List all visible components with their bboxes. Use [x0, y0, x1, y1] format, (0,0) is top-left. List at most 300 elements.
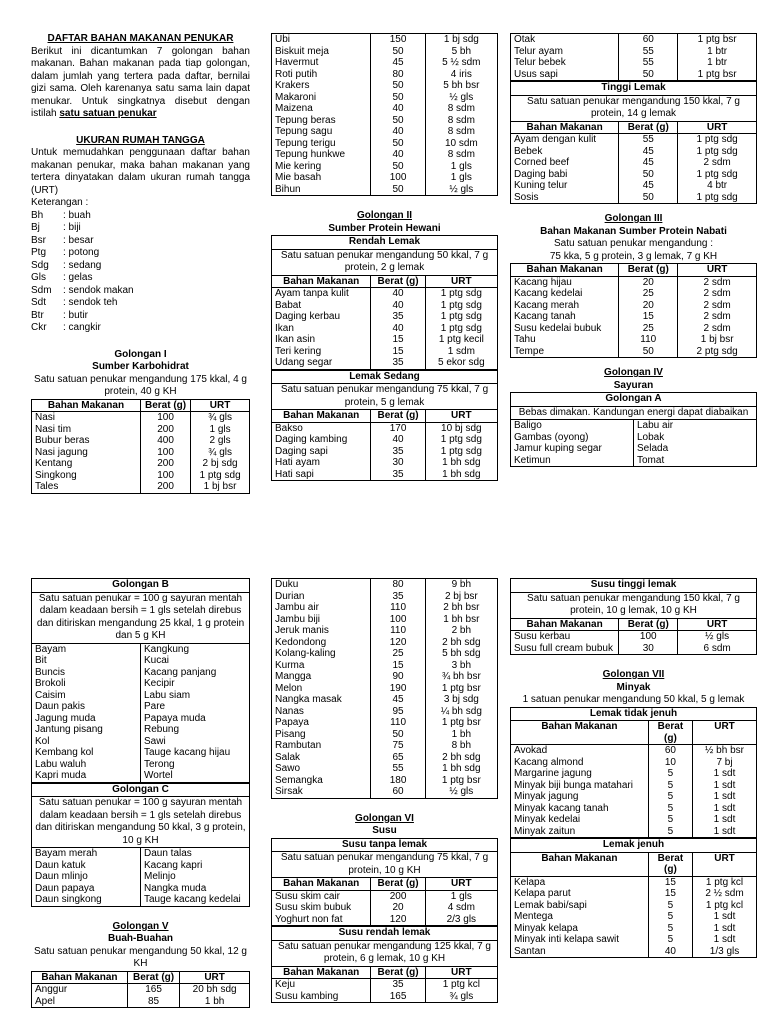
- table-cell: Ketimun: [511, 455, 634, 467]
- table-cell: Buncis: [32, 667, 141, 679]
- weight-cell: 100: [141, 412, 191, 424]
- table-row: [272, 57, 498, 69]
- table-row: [511, 814, 757, 826]
- table-row: [511, 876, 757, 888]
- weight-cell: 15: [371, 334, 425, 346]
- food-cell: Nanas: [272, 706, 371, 718]
- urt-cell: 2 sdm: [678, 311, 757, 323]
- table-cell: Daun talas: [141, 848, 250, 860]
- urt-cell: 4 iris: [425, 69, 497, 81]
- food-cell: Mie kering: [272, 161, 371, 173]
- weight-cell: 50: [619, 346, 678, 358]
- weight-cell: 55: [619, 57, 678, 69]
- food-cell: Bubur beras: [32, 435, 141, 447]
- table-row: [272, 671, 498, 683]
- table-row: [32, 713, 250, 725]
- urt-cell: 1 bj bsr: [678, 334, 757, 346]
- urt-cell: 1 bh: [180, 996, 250, 1008]
- urt-cell: 1 sdt: [693, 814, 757, 826]
- urt-cell: 2 sdm: [678, 323, 757, 335]
- col-header-weight: Berat (g): [371, 878, 425, 891]
- urt-cell: 1 ptg sdg: [678, 192, 757, 204]
- weight-cell: 55: [371, 763, 425, 775]
- urt-cell: 5 ½ sdm: [425, 57, 497, 69]
- table-row: [511, 46, 757, 58]
- weight-cell: 180: [371, 775, 425, 787]
- g3-desc-1: Satu satuan penukar mengandung :: [553, 238, 713, 249]
- food-cell: Mentega: [511, 911, 649, 923]
- g1-title: Golongan I: [114, 348, 167, 360]
- table-row: [272, 717, 498, 729]
- food-cell: Durian: [272, 591, 371, 603]
- g4-c-table: [31, 847, 250, 907]
- table-cell: Jantung pisang: [32, 724, 141, 736]
- table-row: [272, 979, 498, 991]
- weight-cell: 30: [371, 457, 425, 469]
- food-cell: Kedondong: [272, 637, 371, 649]
- urt-cell: 5 bh sdg: [425, 648, 497, 660]
- food-cell: Rambutan: [272, 740, 371, 752]
- food-cell: Daging kambing: [272, 434, 371, 446]
- food-cell: Minyak kelapa: [511, 923, 649, 935]
- table-row: [511, 323, 757, 335]
- g7-tidak-table: [510, 720, 757, 838]
- food-cell: Kolang-kaling: [272, 648, 371, 660]
- col-header-weight: Berat (g): [648, 852, 692, 876]
- food-cell: Kacang kedelai: [511, 288, 619, 300]
- food-cell: Havermut: [272, 57, 371, 69]
- urt-cell: 2 sdm: [678, 288, 757, 300]
- table-row: [272, 69, 498, 81]
- weight-cell: 35: [371, 469, 425, 481]
- g7-subtitle: Minyak: [616, 681, 651, 693]
- urt-cell: 1 ptg sdg: [425, 288, 497, 300]
- intro-text: Berikut ini dicantumkan 7 golongan bahan makanan. Bahan makanan pada tiap golongan, dalam jumlah yang tertera pada daftar, bernilai gizi sama. Oleh karenanya satu sama lain dapat menukar. Untuk singkatnya disebut dengan istilah: [31, 45, 250, 119]
- ket-item: [31, 235, 250, 248]
- weight-cell: 40: [371, 300, 425, 312]
- table-row: [272, 706, 498, 718]
- column-3-top: [510, 33, 757, 467]
- table-row: [32, 747, 250, 759]
- g2-title: Golongan II: [357, 210, 412, 221]
- table-row: [272, 457, 498, 469]
- food-cell: Avokad: [511, 745, 649, 757]
- weight-cell: 5: [648, 780, 692, 792]
- table-row: [272, 357, 498, 369]
- table-row: [272, 323, 498, 335]
- ket-meaning: : biji: [63, 222, 81, 233]
- col-header-food: Bahan Makanan: [511, 264, 619, 277]
- table-row: [32, 996, 250, 1008]
- ket-meaning: : butir: [63, 309, 89, 321]
- intro-title: DAFTAR BAHAN MAKANAN PENUKAR: [47, 33, 234, 44]
- col-header-weight: Berat (g): [371, 966, 425, 979]
- col-header-urt: URT: [678, 121, 757, 134]
- table-cell: Bit: [32, 655, 141, 667]
- g6-subtitle: Susu: [372, 825, 397, 836]
- food-cell: Telur ayam: [511, 46, 619, 58]
- urt-cell: 4 btr: [678, 180, 757, 192]
- food-cell: Salak: [272, 752, 371, 764]
- table-row: [32, 724, 250, 736]
- urt-cell: 1 bh sdg: [425, 763, 497, 775]
- urt-cell: 20 bh sdg: [180, 984, 250, 996]
- food-cell: Apel: [32, 996, 128, 1008]
- weight-cell: 35: [371, 591, 425, 603]
- weight-cell: 120: [371, 914, 425, 926]
- table-row: [272, 300, 498, 312]
- table-cell: Labu waluh: [32, 759, 141, 771]
- food-cell: Otak: [511, 34, 619, 46]
- urt-cell: 2 bh bsr: [425, 602, 497, 614]
- ket-abbr: Ckr: [31, 322, 47, 333]
- food-cell: Maizena: [272, 103, 371, 115]
- urt-cell: ¾ bh bsr: [425, 671, 497, 683]
- weight-cell: 15: [648, 888, 692, 900]
- weight-cell: 5: [648, 826, 692, 838]
- food-cell: Susu kedelai bubuk: [511, 323, 619, 335]
- table-row: [272, 334, 498, 346]
- urt-cell: 2 ½ sdm: [693, 888, 757, 900]
- table-cell: Tauge kacang kedelai: [141, 894, 250, 906]
- ket-meaning: : sendok teh: [63, 297, 118, 308]
- table-cell: Daun papaya: [32, 883, 141, 895]
- weight-cell: 55: [619, 134, 678, 146]
- weight-cell: 165: [127, 984, 179, 996]
- g5-table: [31, 971, 250, 1009]
- food-cell: Tahu: [511, 334, 619, 346]
- weight-cell: 75: [371, 740, 425, 752]
- weight-cell: 10: [648, 757, 692, 769]
- food-cell: Jambu biji: [272, 614, 371, 626]
- table-row: [272, 890, 498, 902]
- table-row: [272, 752, 498, 764]
- food-cell: Mie basah: [272, 172, 371, 184]
- ket-item: [31, 272, 250, 285]
- table-cell: Kucai: [141, 655, 250, 667]
- table-row: [272, 625, 498, 637]
- g1-table-cont: [271, 33, 498, 196]
- food-cell: Sawo: [272, 763, 371, 775]
- urt-cell: 2 sdm: [678, 276, 757, 288]
- col-header-weight: Berat (g): [371, 275, 425, 288]
- food-cell: Nasi tim: [32, 424, 141, 436]
- table-row: [32, 770, 250, 782]
- table-row: [272, 991, 498, 1003]
- table-row: [511, 934, 757, 946]
- ket-meaning: : sendok makan: [63, 284, 134, 296]
- ket-meaning: : cangkir: [63, 322, 101, 333]
- table-row: [32, 655, 250, 667]
- table-row: [511, 803, 757, 815]
- table-row: [32, 984, 250, 996]
- weight-cell: 5: [648, 911, 692, 923]
- g6-tanpa-title: Susu tanpa lemak: [271, 838, 498, 852]
- col-header-food: Bahan Makanan: [511, 721, 649, 745]
- weight-cell: 50: [371, 184, 425, 196]
- ket-item: [31, 222, 250, 235]
- table-cell: Kapri muda: [32, 770, 141, 782]
- weight-cell: 65: [371, 752, 425, 764]
- table-row: [511, 311, 757, 323]
- g4-b-desc: Satu satuan penukar = 100 g sayuran mentah dalam keadaan bersih = 1 gls setelah direbus dan ditiriskan mengandung 25 kkal, 1 g protein dan 5 g KH: [31, 592, 250, 643]
- table-row: [272, 184, 498, 196]
- table-row: [272, 115, 498, 127]
- weight-cell: 50: [371, 80, 425, 92]
- weight-cell: 50: [371, 92, 425, 104]
- weight-cell: 100: [371, 614, 425, 626]
- col-header-urt: URT: [425, 878, 497, 891]
- table-row: [272, 311, 498, 323]
- weight-cell: 120: [371, 637, 425, 649]
- table-row: [272, 172, 498, 184]
- table-row: [32, 412, 250, 424]
- table-cell: Terong: [141, 759, 250, 771]
- col-header-weight: Berat (g): [619, 121, 678, 134]
- food-cell: Santan: [511, 946, 649, 958]
- table-row: [272, 740, 498, 752]
- table-row: [511, 911, 757, 923]
- col-header-urt: URT: [425, 966, 497, 979]
- g6-tinggi-desc: Satu satuan penukar mengandung 150 kkal, 7 g protein, 10 g lemak, 10 g KH: [510, 592, 757, 618]
- table-row: [272, 149, 498, 161]
- table-cell: Wortel: [141, 770, 250, 782]
- col-header-food: Bahan Makanan: [32, 399, 141, 412]
- ket-meaning: : buah: [63, 209, 91, 221]
- urt-cell: 1 gls: [425, 890, 497, 902]
- table-row: [32, 690, 250, 702]
- col-header-urt: URT: [678, 264, 757, 277]
- weight-cell: 45: [371, 57, 425, 69]
- weight-cell: 20: [371, 902, 425, 914]
- col-header-urt: URT: [693, 852, 757, 876]
- table-cell: Jamur kuping segar: [511, 443, 634, 455]
- table-cell: Brokoli: [32, 678, 141, 690]
- urt-cell: 2 bh: [425, 625, 497, 637]
- table-cell: Papaya muda: [141, 713, 250, 725]
- urt-cell: ½ gls: [425, 786, 497, 798]
- table-row: [32, 871, 250, 883]
- food-cell: Semangka: [272, 775, 371, 787]
- g5-table-cont: [271, 578, 498, 799]
- table-row: [32, 447, 250, 459]
- column-1-bottom: [31, 578, 250, 1008]
- table-row: [32, 883, 250, 895]
- table-row: [272, 637, 498, 649]
- column-2-top: [271, 33, 498, 481]
- urt-cell: 1 ptg bsr: [425, 683, 497, 695]
- urt-cell: ½ bh bsr: [693, 745, 757, 757]
- urt-cell: ¼ bh sdg: [425, 706, 497, 718]
- g2-tinggi-table: [510, 121, 757, 205]
- food-cell: Ubi: [272, 34, 371, 46]
- weight-cell: 45: [619, 180, 678, 192]
- weight-cell: 60: [648, 745, 692, 757]
- weight-cell: 200: [371, 890, 425, 902]
- urt-cell: 9 bh: [425, 579, 497, 591]
- food-cell: Roti putih: [272, 69, 371, 81]
- col-header-food: Bahan Makanan: [272, 878, 371, 891]
- table-row: [272, 346, 498, 358]
- weight-cell: 35: [371, 357, 425, 369]
- weight-cell: 5: [648, 923, 692, 935]
- g1-table: [31, 399, 250, 494]
- weight-cell: 30: [619, 643, 678, 655]
- weight-cell: 45: [371, 694, 425, 706]
- table-cell: Tomat: [634, 455, 757, 467]
- table-cell: Kol: [32, 736, 141, 748]
- urt-cell: 2 gls: [191, 435, 250, 447]
- urt-cell: 1 ptg kecil: [425, 334, 497, 346]
- food-cell: Keju: [272, 979, 371, 991]
- table-row: [272, 729, 498, 741]
- column-3-bottom: [510, 578, 757, 958]
- ket-abbr: Bj: [31, 222, 40, 233]
- g2-sedang-title: Lemak Sedang: [271, 370, 498, 384]
- col-header-food: Bahan Makanan: [511, 618, 619, 631]
- weight-cell: 20: [619, 300, 678, 312]
- table-row: [272, 683, 498, 695]
- weight-cell: 50: [371, 46, 425, 58]
- weight-cell: 50: [371, 115, 425, 127]
- table-cell: Daun singkong: [32, 894, 141, 906]
- ket-item: [31, 247, 250, 260]
- weight-cell: 90: [371, 671, 425, 683]
- table-row: [511, 134, 757, 146]
- food-cell: Yoghurt non fat: [272, 914, 371, 926]
- table-cell: Caisim: [32, 690, 141, 702]
- g1-desc: Satu satuan penukar mengandung 175 kkal, 4 g protein, 40 g KH: [34, 373, 247, 397]
- food-cell: Tepung hunkwe: [272, 149, 371, 161]
- weight-cell: 100: [371, 172, 425, 184]
- g5-subtitle: Buah-Buahan: [108, 933, 173, 944]
- col-header-urt: URT: [693, 721, 757, 745]
- table-cell: Kecipir: [141, 678, 250, 690]
- ket-meaning: : besar: [63, 234, 94, 246]
- g7-title: Golongan VII: [602, 669, 665, 680]
- urt-cell: 8 sdm: [425, 115, 497, 127]
- col-header-urt: URT: [180, 971, 250, 984]
- urt-cell: 10 sdm: [425, 138, 497, 150]
- weight-cell: 190: [371, 683, 425, 695]
- weight-cell: 50: [619, 69, 678, 81]
- table-row: [32, 894, 250, 906]
- col-header-food: Bahan Makanan: [272, 966, 371, 979]
- urt-cell: 1 bh sdg: [425, 469, 497, 481]
- table-cell: Rebung: [141, 724, 250, 736]
- table-row: [32, 481, 250, 493]
- table-row: [272, 161, 498, 173]
- food-cell: Babat: [272, 300, 371, 312]
- food-cell: Singkong: [32, 470, 141, 482]
- weight-cell: 110: [619, 334, 678, 346]
- urt-paragraph: Untuk memudahkan penggunaan daftar bahan makanan penukar, maka bahan makanan yang tertera dinyatakan dalam ukuran rumah tangga (URT): [31, 147, 250, 196]
- table-row: [511, 791, 757, 803]
- table-cell: Jagung muda: [32, 713, 141, 725]
- food-cell: Minyak zaitun: [511, 826, 649, 838]
- weight-cell: 40: [371, 434, 425, 446]
- table-cell: Labu air: [634, 420, 757, 432]
- g2-rendah-desc: Satu satuan penukar mengandung 50 kkal, 7 g protein, 2 g lemak: [271, 249, 498, 275]
- ket-item: [31, 297, 250, 310]
- g7-tidak-title: Lemak tidak jenuh: [510, 707, 757, 721]
- weight-cell: 80: [371, 69, 425, 81]
- col-header-weight: Berat (g): [648, 721, 692, 745]
- food-cell: Anggur: [32, 984, 128, 996]
- g7-jenuh-title: Lemak jenuh: [510, 838, 757, 852]
- table-row: [32, 848, 250, 860]
- food-cell: Nasi: [32, 412, 141, 424]
- intro-term: satu satuan penukar: [59, 108, 157, 119]
- urt-cell: 1 gls: [425, 161, 497, 173]
- table-row: [272, 694, 498, 706]
- urt-cell: 1 ptg kcl: [693, 876, 757, 888]
- table-row: [511, 276, 757, 288]
- weight-cell: 15: [619, 311, 678, 323]
- table-row: [511, 69, 757, 81]
- urt-cell: 2 bj sdg: [191, 458, 250, 470]
- urt-cell: 1 gls: [191, 424, 250, 436]
- g4-title: Golongan IV: [604, 367, 663, 378]
- weight-cell: 165: [371, 991, 425, 1003]
- weight-cell: 200: [141, 458, 191, 470]
- food-cell: Bakso: [272, 422, 371, 434]
- urt-cell: 6 sdm: [678, 643, 757, 655]
- table-row: [511, 643, 757, 655]
- food-cell: Susu kerbau: [511, 631, 619, 643]
- food-cell: Minyak inti kelapa sawit: [511, 934, 649, 946]
- weight-cell: 40: [371, 288, 425, 300]
- weight-cell: 200: [141, 424, 191, 436]
- weight-cell: 400: [141, 435, 191, 447]
- weight-cell: 60: [619, 34, 678, 46]
- weight-cell: 35: [371, 979, 425, 991]
- table-row: [511, 900, 757, 912]
- food-cell: Bihun: [272, 184, 371, 196]
- table-row: [32, 667, 250, 679]
- food-cell: Jeruk manis: [272, 625, 371, 637]
- urt-cell: ½ gls: [425, 92, 497, 104]
- col-header-urt: URT: [425, 275, 497, 288]
- food-cell: Kurma: [272, 660, 371, 672]
- g6-rendah-title: Susu rendah lemak: [271, 926, 498, 940]
- weight-cell: 40: [371, 323, 425, 335]
- food-cell: Tepung sagu: [272, 126, 371, 138]
- table-row: [32, 424, 250, 436]
- table-row: [32, 643, 250, 655]
- g2-sedang-table-cont: [510, 33, 757, 81]
- table-row: [511, 888, 757, 900]
- food-cell: Usus sapi: [511, 69, 619, 81]
- urt-cell: 2 bj bsr: [425, 591, 497, 603]
- weight-cell: 5: [648, 900, 692, 912]
- urt-cell: 1 bj sdg: [425, 34, 497, 46]
- table-row: [32, 736, 250, 748]
- g4-a-table: [510, 419, 757, 467]
- table-row: [272, 763, 498, 775]
- ket-abbr: Ptg: [31, 247, 47, 258]
- weight-cell: 15: [648, 876, 692, 888]
- food-cell: Kelapa: [511, 876, 649, 888]
- ket-item: [31, 260, 250, 273]
- g3-title: Golongan III: [604, 213, 663, 224]
- urt-cell: 1 sdt: [693, 923, 757, 935]
- urt-cell: 1 ptg sdg: [678, 146, 757, 158]
- weight-cell: 5: [648, 768, 692, 780]
- table-cell: Kangkung: [141, 643, 250, 655]
- ket-abbr: Sdm: [31, 284, 52, 296]
- urt-cell: 1 gls: [425, 172, 497, 184]
